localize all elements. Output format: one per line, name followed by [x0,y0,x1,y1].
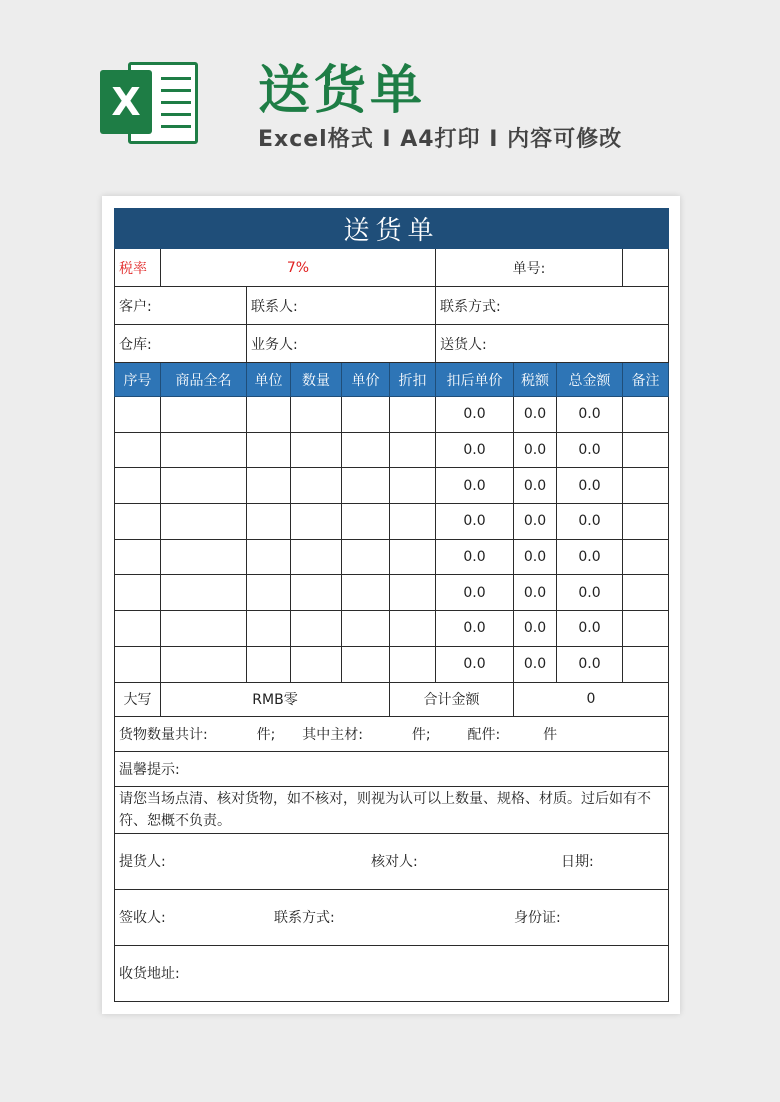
salesman-label[interactable]: 业务人: [247,325,436,363]
table-cell[interactable] [390,432,436,468]
table-cell[interactable] [291,575,342,611]
table-cell[interactable] [247,611,291,647]
form-table [114,208,669,1002]
table-cell[interactable] [247,468,291,504]
table-cell[interactable] [623,468,669,504]
page-subtitle: Excel格式 I A4打印 I 内容可修改 [258,127,623,152]
total-cell[interactable]: 0.0 [557,468,623,504]
table-cell[interactable] [342,397,390,433]
item-rows [115,397,669,683]
table-cell[interactable] [291,397,342,433]
total-cell[interactable]: 0.0 [557,504,623,540]
total-cell[interactable]: 0.0 [557,397,623,433]
table-cell[interactable] [115,611,161,647]
qty-unit-2: 件; [411,726,431,743]
table-cell[interactable] [161,611,247,647]
tax-cell[interactable]: 0.0 [514,646,557,682]
order-no-label: 单号: [436,249,623,287]
table-cell[interactable] [390,468,436,504]
table-cell[interactable] [161,646,247,682]
main-material-label: 其中主材: [302,726,363,743]
form-title: 送货单 [115,209,669,249]
table-cell[interactable] [161,504,247,540]
pickup-row[interactable] [115,833,669,889]
table-cell[interactable] [623,504,669,540]
column-header-1: 序号 [115,363,161,397]
discount-price-cell[interactable]: 0.0 [436,504,514,540]
column-header-8: 税额 [514,363,557,397]
table-cell[interactable] [623,539,669,575]
column-header-2: 商品全名 [161,363,247,397]
table-cell[interactable] [115,432,161,468]
total-cell[interactable]: 0.0 [557,646,623,682]
table-cell[interactable] [342,468,390,504]
table-cell[interactable] [291,611,342,647]
table-cell[interactable] [390,539,436,575]
table-cell[interactable] [247,646,291,682]
qty-unit-3: 件 [543,726,558,743]
table-cell[interactable] [247,575,291,611]
table-row [115,468,669,504]
discount-price-cell[interactable]: 0.0 [436,575,514,611]
discount-price-cell[interactable]: 0.0 [436,397,514,433]
parts-label: 配件: [467,726,501,743]
warehouse-label[interactable]: 仓库: [115,325,247,363]
table-cell[interactable] [291,504,342,540]
tax-cell[interactable]: 0.0 [514,468,557,504]
tax-cell[interactable]: 0.0 [514,575,557,611]
page-title: 送货单 [258,61,427,121]
contact-method-label[interactable]: 联系方式: [436,287,669,325]
table-cell[interactable] [247,504,291,540]
table-cell[interactable] [342,575,390,611]
receiver-row[interactable] [115,889,669,945]
table-cell[interactable] [342,432,390,468]
table-row [115,432,669,468]
excel-logo [100,58,200,148]
table-cell[interactable] [390,504,436,540]
tax-value[interactable]: 7% [161,249,436,287]
receiver-label: 签收人: [119,910,166,926]
column-header-5: 单价 [342,363,390,397]
qty-unit-1: 件; [256,726,276,743]
total-cell[interactable]: 0.0 [557,432,623,468]
table-row [115,646,669,682]
contact-person-label[interactable]: 联系人: [247,287,436,325]
column-header-6: 折扣 [390,363,436,397]
table-cell[interactable] [161,468,247,504]
table-cell[interactable] [623,611,669,647]
table-cell[interactable] [115,504,161,540]
table-cell[interactable] [291,646,342,682]
table-cell[interactable] [291,432,342,468]
column-header-9: 总金额 [557,363,623,397]
table-cell[interactable] [342,646,390,682]
pickup-label: 提货人: [119,854,166,870]
qty-total-label: 货物数量共计: [119,726,208,743]
column-header-10: 备注 [623,363,669,397]
order-no-value[interactable] [623,249,669,287]
discount-price-cell[interactable]: 0.0 [436,539,514,575]
table-cell[interactable] [115,646,161,682]
capital-label: 大写 [115,682,161,716]
excel-x-icon: X [100,70,152,134]
table-cell[interactable] [342,611,390,647]
tax-label: 税率 [115,249,161,287]
column-header-3: 单位 [247,363,291,397]
tax-cell[interactable]: 0.0 [514,539,557,575]
table-cell[interactable] [291,468,342,504]
sum-label: 合计金额 [390,682,514,716]
tips-text: 请您当场点清、核对货物，如不核对，则视为认可以上数量、规格、材质。过后如有不符、恕概不负责。 [115,786,669,833]
column-header-row [115,363,669,397]
delivery-form [114,208,668,1002]
sum-value: 0 [514,682,669,716]
table-cell[interactable] [342,539,390,575]
column-header-4: 数量 [291,363,342,397]
total-cell[interactable]: 0.0 [557,539,623,575]
table-row [115,504,669,540]
table-cell[interactable] [390,611,436,647]
table-cell[interactable] [291,539,342,575]
table-cell[interactable] [161,397,247,433]
capital-value: RMB零 [161,682,390,716]
table-cell[interactable] [161,539,247,575]
table-cell[interactable] [390,646,436,682]
id-label: 身份证: [514,910,561,926]
discount-price-cell[interactable]: 0.0 [436,646,514,682]
tax-cell[interactable]: 0.0 [514,397,557,433]
table-cell[interactable] [115,397,161,433]
table-cell[interactable] [390,575,436,611]
table-cell[interactable] [115,468,161,504]
table-row [115,575,669,611]
table-cell[interactable] [161,432,247,468]
table-row [115,539,669,575]
table-cell[interactable] [115,539,161,575]
checker-label: 核对人: [371,854,418,870]
tax-cell[interactable]: 0.0 [514,432,557,468]
table-cell[interactable] [247,432,291,468]
table-cell[interactable] [161,575,247,611]
table-cell[interactable] [247,539,291,575]
tips-label: 温馨提示: [115,751,669,786]
table-cell[interactable] [390,397,436,433]
quantity-summary[interactable] [115,716,669,751]
table-row [115,611,669,647]
discount-price-cell[interactable]: 0.0 [436,611,514,647]
address-row[interactable]: 收货地址: [115,945,669,1001]
deliverer-label[interactable]: 送货人: [436,325,669,363]
receiver-contact-label: 联系方式: [274,910,335,926]
table-cell[interactable] [623,575,669,611]
table-cell[interactable] [623,397,669,433]
table-cell[interactable] [623,432,669,468]
discount-price-cell[interactable]: 0.0 [436,432,514,468]
table-cell[interactable] [342,504,390,540]
date-label: 日期: [561,854,594,870]
total-cell[interactable]: 0.0 [557,611,623,647]
customer-label[interactable]: 客户: [115,287,247,325]
paper-sheet [102,196,680,1014]
table-row [115,397,669,433]
table-cell[interactable] [247,397,291,433]
tax-cell[interactable]: 0.0 [514,504,557,540]
column-header-7: 扣后单价 [436,363,514,397]
total-cell[interactable]: 0.0 [557,575,623,611]
tax-cell[interactable]: 0.0 [514,611,557,647]
table-cell[interactable] [115,575,161,611]
table-cell[interactable] [623,646,669,682]
discount-price-cell[interactable]: 0.0 [436,468,514,504]
